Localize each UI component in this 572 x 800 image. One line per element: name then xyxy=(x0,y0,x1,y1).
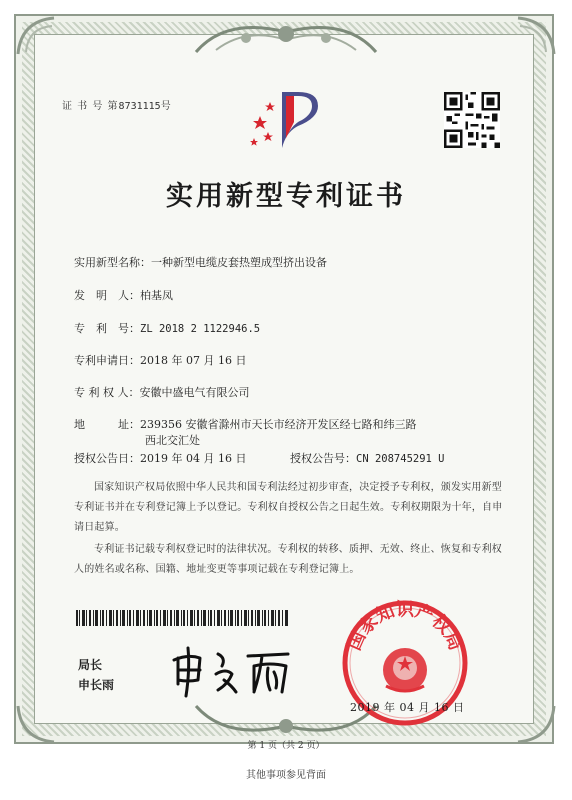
grant-number-row xyxy=(290,450,445,466)
address-row-continued xyxy=(145,432,200,448)
field-value: 柏基凤 xyxy=(140,289,173,302)
field-label: 地 址： xyxy=(74,418,140,431)
corner-ornament-icon xyxy=(496,16,556,56)
handwritten-signature-icon xyxy=(170,640,300,700)
director-name: 申长雨 xyxy=(78,678,115,692)
field-label: 授权公告号： xyxy=(290,452,356,465)
field-label: 专 利 号： xyxy=(74,322,140,335)
field-value: 239356 安徽省滁州市天长市经济开发区经七路和纬三路 xyxy=(140,418,417,431)
field-value: ZL 2018 2 1122946.5 xyxy=(140,323,261,335)
grant-date-row xyxy=(74,450,246,466)
patent-number-row xyxy=(74,320,260,336)
certificate-number-suffix: 号 xyxy=(160,101,172,112)
certificate-number xyxy=(62,97,172,112)
field-label: 专 利 权 人： xyxy=(74,386,140,399)
certificate-number-label: 证 书 号 第 xyxy=(62,101,119,112)
patentee-row xyxy=(74,384,250,400)
footer-note: 其他事项参见背面 xyxy=(246,770,326,781)
address-row xyxy=(74,416,417,432)
field-label: 专利申请日： xyxy=(74,354,140,367)
field-label: 实用新型名称： xyxy=(74,256,151,269)
legal-status-paragraph: 专利证书记载专利权登记时的法律状况。专利权的转移、质押、无效、终止、恢复和专利权人的姓名或名称、国籍、地址变更等事项记载在专利登记簿上。 xyxy=(74,544,502,575)
svg-text:国家知识产权局 xyxy=(344,598,466,653)
certificate-statement-paragraph: 国家知识产权局依照中华人民共和国专利法经过初步审查，决定授予专利权，颁发实用新型专利证书并在专利登记簿上予以登记。专利权自授权公告之日起生效。专利权期限为十年，自申请日起算。 xyxy=(74,482,503,533)
field-label: 授权公告日： xyxy=(74,452,140,465)
field-value: 安徽中盛电气有限公司 xyxy=(139,386,250,399)
filing-date-row xyxy=(74,352,246,368)
field-label: 发 明 人： xyxy=(74,289,140,302)
field-value: 2019 年 04 月 16 日 xyxy=(140,452,247,465)
field-value: 西北交汇处 xyxy=(145,434,200,447)
certificate-title: 实用新型专利证书 xyxy=(166,181,406,212)
director-title: 局长 xyxy=(78,658,103,672)
seal-text: 国家知识产权局 xyxy=(343,599,467,654)
corner-ornament-icon xyxy=(16,16,76,56)
cnipa-logo-icon xyxy=(248,86,326,164)
qr-code-icon xyxy=(444,92,500,148)
field-value: CN 208745291 U xyxy=(356,453,445,465)
certificate-number-value: 8731115 xyxy=(118,101,161,112)
utility-model-name-row xyxy=(74,254,327,270)
seal-date: 2019 年 04 月 16 日 xyxy=(350,701,465,714)
page-number: 第 1 页（共 2 页） xyxy=(247,741,325,751)
top-ornament-icon xyxy=(186,12,386,62)
inventor-row xyxy=(74,287,173,303)
field-value: 2018 年 07 月 16 日 xyxy=(140,354,247,367)
field-value: 一种新型电缆皮套热塑成型挤出设备 xyxy=(151,256,327,269)
barcode-icon xyxy=(76,610,288,626)
